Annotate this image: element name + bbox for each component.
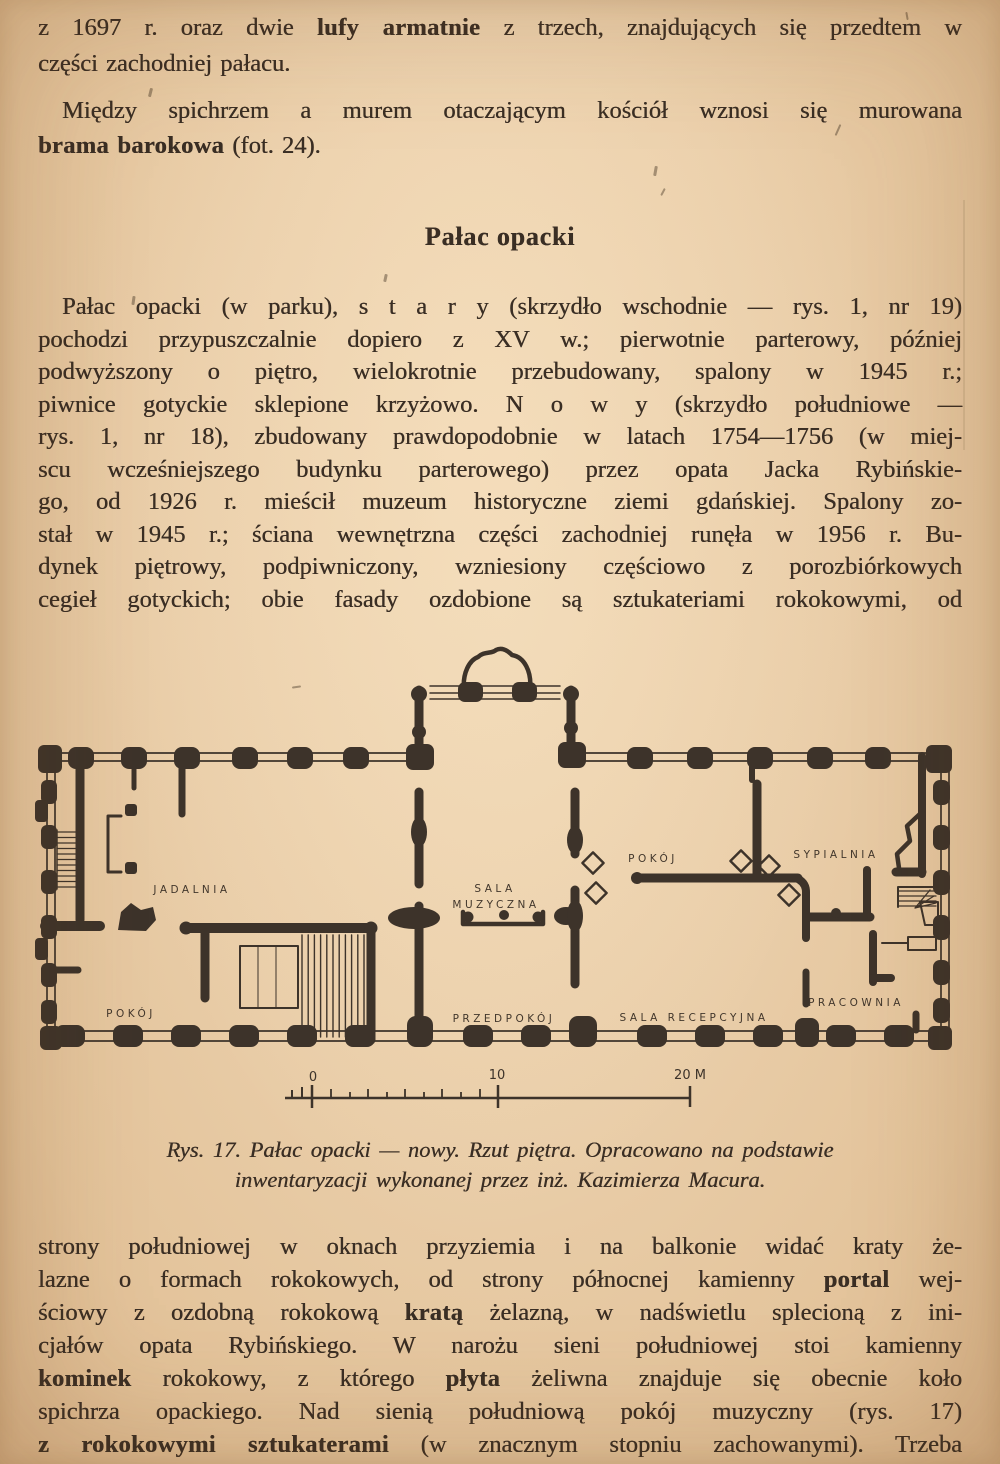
text-run: rokokowy, z którego: [131, 1365, 446, 1392]
text-line: stał w 1945 r.; ściana wewnętrzna części zachodniej runęła w 1956 r. Bu-: [38, 521, 962, 548]
text-line: cegieł gotyckich; obie fasady ozdobione są sztukateriami rokokowymi, od: [38, 586, 962, 613]
figure-caption-line-1: Rys. 17. Pałac opacki — nowy. Rzut piętra. Opracowano na podstawie: [166, 1137, 834, 1162]
text-line: części zachodniej pałacu.: [38, 50, 291, 77]
text-run: wej-: [889, 1266, 962, 1293]
text-line: podwyższony o piętro, wielokrotnie przebudowany, spalony w 1945 r.;: [38, 358, 962, 385]
bold-term: kominek: [38, 1365, 132, 1392]
plan-walls: [45, 649, 949, 1041]
scan-crease: [963, 200, 965, 450]
scale-bar: [285, 1085, 690, 1108]
text-run: (fot. 24).: [224, 132, 321, 159]
text-line: go, od 1926 r. mieścił muzeum historyczne ziemi gdańskiej. Spalony zo-: [38, 488, 962, 515]
text-line: rys. 1, nr 18), zbudowany prawdopodobnie w latach 1754—1756 (w miej-: [38, 423, 962, 450]
text-run: (w znacznym stopniu zachowanymi). Trzeba: [388, 1431, 962, 1458]
text-run: z trzech, znajdujących się przedtem w: [480, 14, 962, 41]
text-run: żelazną, w nadświetlu splecioną z ini-: [463, 1299, 962, 1326]
text-line: [38, 1364, 962, 1394]
text-line: piwnice gotyckie sklepione krzyżowo. N o w y (skrzydło południowe —: [38, 391, 962, 418]
scale-label-10: 10: [488, 1068, 506, 1083]
plan-pillars: [35, 682, 952, 1050]
bold-term: portal: [823, 1266, 890, 1293]
text-line: pochodzi przypuszczalnie dopiero z XV w.; pierwotnie parterowy, później: [38, 326, 962, 353]
bold-term: brama barokowa: [38, 132, 225, 159]
text-line: scu wcześniejszego budynku parterowego) przez opata Jacka Rybińskie-: [38, 456, 962, 483]
room-label-sypialnia: SYPIALNIA: [793, 849, 879, 861]
text-line: spichrza opackiego. Nad sienią południową pokój muzyczny (rys. 17): [38, 1398, 962, 1425]
scale-label-0: 0: [308, 1070, 318, 1085]
text-line: [38, 1298, 962, 1328]
room-label-przedpokoj: PRZEDPOKÓJ: [452, 1013, 556, 1025]
room-label-pokoj-center: POKÓJ: [628, 853, 678, 865]
text-run: żeliwna znajduje się obecnie koło: [500, 1365, 962, 1392]
text-line: cjałów opata Rybińskiego. W narożu sieni południowej stoi kamienny: [38, 1332, 962, 1359]
bold-term: płyta: [445, 1365, 501, 1392]
text-run: z 1697 r. oraz dwie: [38, 14, 317, 41]
scan-speck: [383, 274, 388, 282]
room-label-sala-line1: SALA: [474, 883, 516, 895]
room-label-sala-recepcyjna: SALA RECEPCYJNA: [619, 1012, 769, 1024]
text-run: lazne o formach rokokowych, od strony północnej kamienny: [38, 1266, 824, 1293]
room-label-pracownia: PRACOWNIA: [808, 997, 904, 1009]
scan-speck: [653, 166, 658, 176]
text-line: [38, 1430, 962, 1460]
text-line: [38, 1265, 962, 1295]
floor-plan-figure: [0, 640, 1000, 1120]
figure-caption-line-2: inwentaryzacji wykonanej przez inż. Kazimierza Macura.: [234, 1167, 766, 1192]
text-line: [38, 131, 962, 161]
text-run: ściowy z ozdobną rokokową: [38, 1299, 405, 1326]
room-label-sala-line2: MUZYCZNA: [452, 899, 540, 911]
room-label-pokoj-left: POKÓJ: [106, 1008, 156, 1020]
scale-labels: [309, 1068, 706, 1085]
text-line: [38, 13, 962, 43]
scale-label-20m: 20 M: [674, 1068, 706, 1083]
text-line: dynek piętrowy, podpiwniczony, wzniesiony częściowo z porozbiórkowych: [38, 553, 962, 580]
text-line: Pałac opacki (w parku), s t a r y (skrzydło wschodnie — rys. 1, nr 19): [62, 293, 962, 320]
text-line: Między spichrzem a murem otaczającym kościół wznosi się murowana: [62, 97, 962, 124]
bold-term: z rokokowymi sztukaterami: [38, 1431, 389, 1458]
bold-term: kratą: [404, 1299, 464, 1326]
bold-term: lufy armatnie: [316, 14, 481, 41]
section-heading: Pałac opacki: [424, 222, 576, 251]
text-line: strony południowej w oknach przyziemia i na balkonie widać kraty że-: [38, 1233, 962, 1260]
scan-speck: [660, 188, 666, 196]
room-label-jadalnia: JADALNIA: [153, 884, 231, 896]
